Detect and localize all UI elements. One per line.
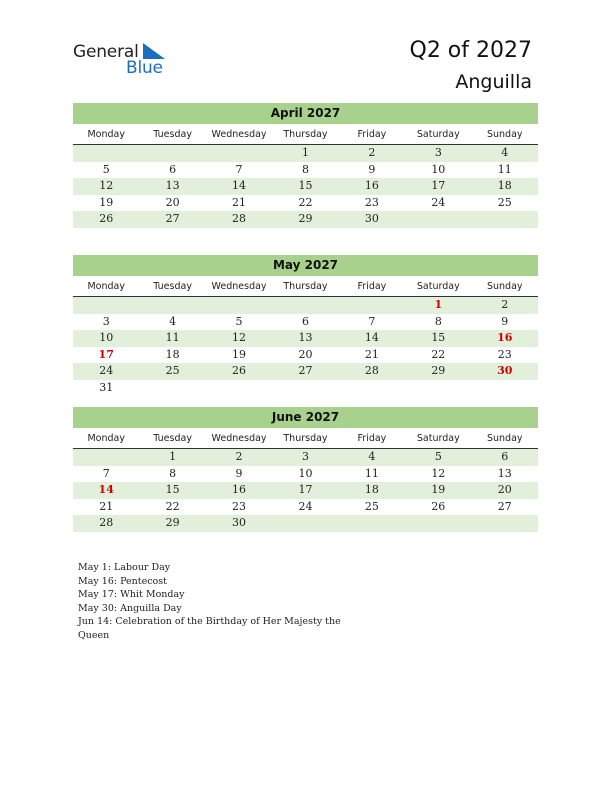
week-row (73, 449, 538, 466)
week-row (73, 380, 538, 397)
holiday-note: May 17: Whit Monday (78, 589, 185, 600)
day-cell: 9 (368, 162, 376, 176)
day-cell: 30 (364, 212, 379, 225)
brand-word-general: General (73, 42, 139, 62)
day-cell: 17 (431, 179, 446, 192)
day-cell: 25 (497, 195, 512, 209)
day-cell: 27 (298, 364, 313, 377)
day-cell: 24 (431, 195, 446, 209)
day-cell: 7 (235, 162, 243, 176)
day-cell: 9 (235, 466, 243, 480)
month-calendar-june (73, 407, 538, 532)
holiday-notes (78, 561, 348, 642)
month-title: April 2027 (73, 103, 538, 124)
day-cell: 29 (431, 364, 446, 377)
empty-day-cell (405, 515, 471, 532)
day-cell: 30 (497, 364, 513, 377)
day-cell: 26 (431, 499, 446, 513)
empty-day-cell (472, 380, 538, 397)
day-cell: 28 (99, 516, 114, 529)
day-cell: 1 (434, 298, 443, 311)
day-cell: 10 (298, 466, 313, 480)
day-cell: 29 (165, 516, 180, 529)
empty-day-cell (139, 297, 205, 314)
day-cell: 5 (434, 450, 442, 463)
day-cell: 12 (431, 466, 446, 480)
day-cell: 24 (99, 364, 114, 377)
weekday-label: Thursday (283, 433, 328, 444)
week-row (73, 330, 538, 347)
day-cell: 4 (501, 146, 509, 159)
day-cell: 27 (165, 212, 180, 225)
weekday-label: Friday (357, 129, 387, 140)
day-cell: 19 (232, 347, 247, 361)
day-cell: 4 (169, 314, 177, 328)
day-cell: 17 (298, 483, 313, 496)
day-cell: 23 (364, 195, 379, 209)
weekday-label: Tuesday (153, 129, 192, 140)
empty-day-cell (339, 297, 405, 314)
day-cell: 21 (364, 347, 379, 361)
weekday-header-row (73, 127, 538, 145)
day-cell: 13 (165, 179, 180, 192)
week-row (73, 347, 538, 364)
holiday-note: May 16: Pentecost (78, 575, 167, 587)
empty-day-cell (206, 297, 272, 314)
week-row (73, 499, 538, 516)
page-title: Q2 of 2027 (409, 38, 532, 63)
empty-day-cell (405, 211, 471, 228)
month-title: June 2027 (73, 407, 538, 428)
day-cell: 6 (301, 314, 309, 328)
day-cell: 6 (501, 450, 509, 463)
day-cell: 15 (165, 483, 180, 496)
day-cell: 8 (301, 162, 309, 176)
day-cell: 8 (169, 466, 177, 480)
holiday-note: May 30: Anguilla Day (78, 602, 182, 614)
weekday-label: Tuesday (153, 433, 192, 444)
weekday-label: Friday (357, 281, 387, 292)
day-cell: 13 (497, 466, 512, 480)
day-cell: 18 (497, 179, 512, 192)
day-cell: 24 (298, 499, 313, 513)
day-cell: 27 (497, 499, 512, 513)
empty-day-cell (339, 380, 405, 397)
day-cell: 21 (232, 195, 247, 209)
day-cell: 8 (434, 314, 442, 328)
empty-day-cell (73, 449, 139, 466)
day-cell: 9 (501, 314, 509, 328)
week-row (73, 314, 538, 331)
holiday-note: May 1: Labour Day (78, 562, 171, 573)
weekday-label: Sunday (486, 433, 523, 444)
day-cell: 7 (102, 466, 110, 480)
empty-day-cell (206, 380, 272, 397)
day-cell: 1 (301, 146, 309, 159)
logo-flag-icon (141, 43, 167, 59)
day-cell: 10 (99, 331, 114, 344)
day-cell: 19 (99, 195, 114, 209)
day-cell: 20 (165, 195, 180, 209)
week-row (73, 178, 538, 195)
weekday-header-row (73, 279, 538, 297)
day-cell: 18 (364, 483, 379, 496)
week-row (73, 515, 538, 532)
day-cell: 25 (165, 364, 180, 377)
brand-logo (73, 42, 183, 82)
day-cell: 12 (99, 179, 114, 192)
week-row (73, 466, 538, 483)
day-cell: 7 (368, 314, 376, 328)
day-cell: 21 (99, 499, 114, 513)
day-cell: 11 (165, 331, 180, 344)
day-cell: 28 (232, 212, 247, 225)
weekday-label: Thursday (283, 129, 328, 140)
day-cell: 26 (99, 212, 114, 225)
week-row (73, 211, 538, 228)
day-cell: 6 (169, 162, 177, 176)
day-cell: 16 (232, 483, 247, 496)
day-cell: 26 (232, 364, 247, 377)
empty-day-cell (139, 145, 205, 162)
weekday-header-row (73, 431, 538, 449)
day-cell: 22 (431, 347, 446, 361)
weekday-label: Wednesday (211, 433, 267, 444)
empty-day-cell (272, 380, 338, 397)
weekday-label: Saturday (416, 129, 460, 140)
day-cell: 29 (298, 212, 313, 225)
empty-day-cell (472, 515, 538, 532)
day-cell: 31 (99, 380, 114, 394)
day-cell: 11 (364, 466, 379, 480)
weekday-label: Thursday (283, 281, 328, 292)
day-cell: 10 (431, 162, 446, 176)
weekday-label: Saturday (416, 281, 460, 292)
empty-day-cell (272, 297, 338, 314)
empty-day-cell (405, 380, 471, 397)
day-cell: 2 (368, 146, 376, 159)
country-name: Anguilla (455, 71, 532, 93)
empty-day-cell (139, 380, 205, 397)
day-cell: 5 (235, 314, 243, 328)
day-cell: 2 (235, 450, 243, 463)
day-cell: 14 (98, 483, 114, 496)
day-cell: 15 (431, 331, 446, 344)
day-cell: 28 (364, 364, 379, 377)
day-cell: 23 (232, 499, 247, 513)
day-cell: 16 (364, 179, 379, 192)
month-calendar-april (73, 103, 538, 228)
day-cell: 3 (434, 146, 442, 159)
empty-day-cell (73, 145, 139, 162)
day-cell: 14 (232, 179, 247, 192)
day-cell: 18 (165, 347, 180, 361)
day-cell: 20 (298, 347, 313, 361)
brand-word-blue: Blue (126, 58, 163, 78)
day-cell: 30 (232, 516, 247, 529)
weekday-label: Tuesday (153, 281, 192, 292)
day-cell: 11 (497, 162, 512, 176)
weekday-label: Sunday (486, 129, 523, 140)
day-cell: 22 (165, 499, 180, 513)
month-title: May 2027 (73, 255, 538, 276)
day-cell: 19 (431, 483, 446, 496)
day-cell: 14 (364, 331, 379, 344)
day-cell: 4 (368, 450, 376, 463)
week-row (73, 297, 538, 314)
week-row (73, 482, 538, 499)
empty-day-cell (472, 211, 538, 228)
day-cell: 22 (298, 195, 313, 209)
month-calendar-may (73, 255, 538, 396)
weekday-label: Monday (87, 281, 125, 292)
day-cell: 1 (169, 450, 177, 463)
weekday-label: Wednesday (211, 129, 267, 140)
day-cell: 23 (497, 347, 512, 361)
day-cell: 2 (501, 298, 509, 311)
weekday-label: Monday (87, 433, 125, 444)
day-cell: 17 (98, 347, 114, 361)
weekday-label: Friday (357, 433, 387, 444)
empty-day-cell (73, 297, 139, 314)
weekday-label: Wednesday (211, 281, 267, 292)
day-cell: 12 (232, 331, 247, 344)
day-cell: 25 (364, 499, 379, 513)
week-row (73, 363, 538, 380)
weekday-label: Saturday (416, 433, 460, 444)
week-row (73, 195, 538, 212)
holiday-note: Jun 14: Celebration of the Birthday of Her Majesty the Queen (78, 616, 341, 641)
empty-day-cell (206, 145, 272, 162)
weekday-label: Monday (87, 129, 125, 140)
week-row (73, 145, 538, 162)
day-cell: 16 (497, 331, 513, 344)
day-cell: 3 (301, 450, 309, 463)
day-cell: 20 (497, 483, 512, 496)
day-cell: 5 (102, 162, 110, 176)
week-row (73, 162, 538, 179)
weekday-label: Sunday (486, 281, 523, 292)
day-cell: 15 (298, 179, 313, 192)
empty-day-cell (339, 515, 405, 532)
day-cell: 13 (298, 331, 313, 344)
day-cell: 3 (102, 314, 110, 328)
empty-day-cell (272, 515, 338, 532)
